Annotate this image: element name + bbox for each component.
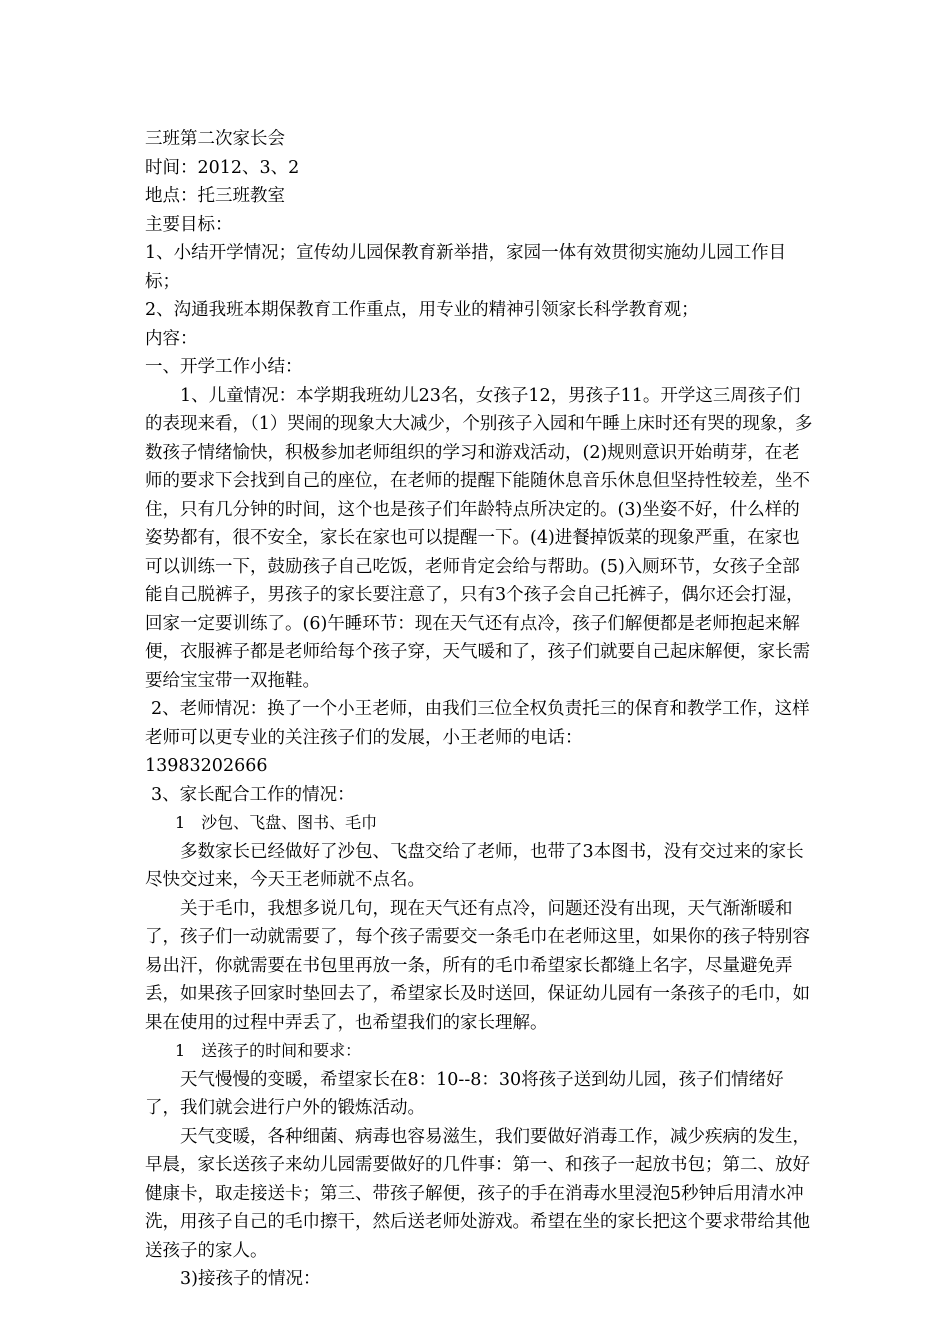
item-3-heading: 3)接孩子的情况： [180,1269,321,1289]
item-2-heading: 1 送孩子的时间和要求： [175,1041,362,1060]
goal-2: 2、沟通我班本期保教育工作重点，用专业的精神引领家长科学教育观； [145,300,699,320]
item-1-heading: 1 沙包、飞盘、图书、毛巾 [175,813,378,832]
content-heading: 内容： [145,328,198,349]
section-1-heading: 一、开学工作小结： [145,357,303,377]
teacher-situation-paragraph: 2、老师情况：换了一个小王老师，由我们三位全权负责托三的保育和教学工作，这样老师可以更专业的关注孩子们的发展，小王老师的电话： [145,699,810,748]
item-2-paragraph-1: 天气慢慢的变暖，希望家长在8：10--8：30将孩子送到幼儿园，孩子们情绪好了，我们就会进行户外的锻炼活动。 [145,1069,784,1118]
meeting-place: 地点：托三班教室 [145,186,285,206]
goals-heading: 主要目标： [145,214,233,235]
item-1-paragraph-2: 关于毛巾，我想多说几句，现在天气还有点冷，问题还没有出现，天气渐渐暖和了，孩子们一动就需要了，每个孩子需要交一条毛巾在老师这里，如果你的孩子特别容易出汗，你就需要在书包里再放一条，所有的毛巾希望家长都缝上名字，尽量避免弄丢，如果孩子回家时垫回去了，希望家长及时送回，保证幼儿园有一条孩子的毛巾，如果在使用的过程中弄丢了，也希望我们的家长理解。 [145,898,810,1033]
goal-1: 1、小结开学情况；宣传幼儿园保教育新举措，家园一体有效贯彻实施幼儿园工作目标； [145,243,787,292]
teacher-phone: 13983202666 [145,756,268,776]
item-2-paragraph-2: 天气变暖，各种细菌、病毒也容易滋生，我们要做好消毒工作，减少疾病的发生，早晨，家长送孩子来幼儿园需要做好的几件事：第一、和孩子一起放书包；第二、放好健康卡，取走接送卡；第三、带孩子解便，孩子的手在消毒水里浸泡5秒钟后用清水冲洗，用孩子自己的毛巾擦干，然后送老师处游戏。希望在坐的家长把这个要求带给其他送孩子的家人。 [145,1126,810,1261]
children-situation-paragraph: 1、儿童情况：本学期我班幼儿23名，女孩子12，男孩子11。开学这三周孩子们的表现来看，（1）哭闹的现象大大减少，个别孩子入园和午睡上床时还有哭的现象，多数孩子情绪愉快，积极参加老师组织的学习和游戏活动，(2)规则意识开始萌芽，在老师的要求下会找到自己的座位，在老师的提醒下能随休息音乐休息但坚持性较差，坐不住，只有几分钟的时间，这个也是孩子们年龄特点所决定的。(3)坐姿不好，什么样的姿势都有，很不安全，家长在家也可以提醒一下。(4)进餐掉饭菜的现象严重，在家也可以训练一下，鼓励孩子自己吃饭，老师肯定会给与帮助。(5)入厕环节，女孩子全部能自己脱裤子，男孩子的家长要注意了，只有3个孩子会自己托裤子，偶尔还会打湿，回家一定要训练了。(6)午睡环节：现在天气还有点冷，孩子们解便都是老师抱起来解便，衣服裤子都是老师给每个孩子穿，天气暖和了，孩子们就要自己起床解便，家长需要给宝宝带一双拖鞋。 [145,385,813,691]
parent-cooperation-heading: 3、家长配合工作的情况： [151,784,355,805]
item-1-paragraph-1: 多数家长已经做好了沙包、飞盘交给了老师，也带了3本图书，没有交过来的家长尽快交过来，今天王老师就不点名。 [145,841,804,890]
document-body [145,125,813,1294]
meeting-time: 时间：2012、3、2 [145,157,300,178]
document-title: 三班第二次家长会 [145,129,285,149]
